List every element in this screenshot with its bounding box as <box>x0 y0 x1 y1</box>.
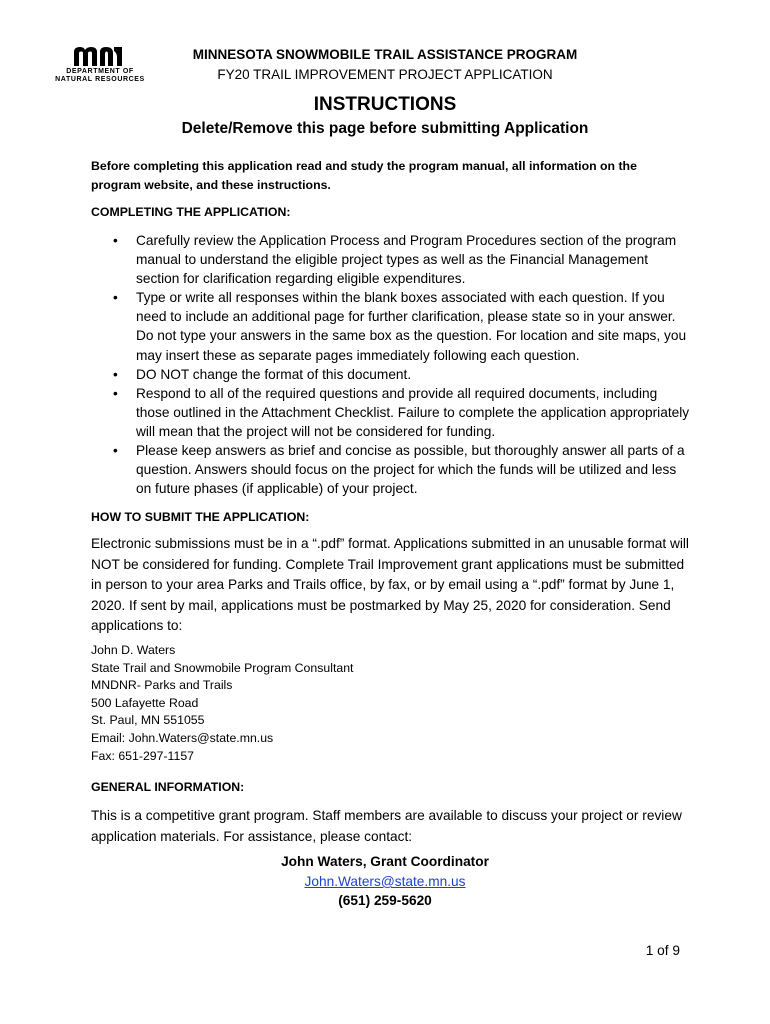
address-line: John D. Waters <box>91 643 176 657</box>
mailing-address <box>91 642 353 765</box>
address-line: St. Paul, MN 551055 <box>91 713 205 728</box>
page-number: 1 of 9 <box>645 943 680 958</box>
completing-heading: COMPLETING THE APPLICATION: <box>91 205 291 219</box>
logo-line-1: DEPARTMENT OF <box>66 68 134 75</box>
bullet-item: • Respond to all of the required questions and provide all required documents, including those outlined in the Attachment Checklist. Failure to complete the application appropriately will mean that the project will not be considered for funding. <box>91 384 691 441</box>
submit-heading: HOW TO SUBMIT THE APPLICATION: <box>91 510 310 524</box>
address-line: Email: John.Waters@state.mn.us <box>91 730 274 745</box>
address-line: State Trail and Snowmobile Program Consultant <box>91 660 354 675</box>
application-title: FY20 TRAIL IMPROVEMENT PROJECT APPLICATION <box>217 67 553 82</box>
bullet-item: • Type or write all responses within the blank boxes associated with each question. If you need to include an additional page for further clarification, please state so in your answer. Do not type your answers in the same box as the question. For location and site maps, you may insert these as separate pages immediately following each question. <box>91 288 691 364</box>
bullet-item: • Please keep answers as brief and concise as possible, but thoroughly answer all parts of a question. Answers should focus on the project for which the funds will be utilized and less on future phases (if applicable) of your project. <box>91 441 691 498</box>
address-line: MNDNR- Parks and Trails <box>91 678 233 693</box>
page-subtitle: Delete/Remove this page before submitting Application <box>181 120 589 137</box>
address-line: 500 Lafayette Road <box>91 695 199 710</box>
contact-email-link[interactable] <box>0 874 770 889</box>
address-line: Fax: 651-297-1157 <box>91 748 194 763</box>
intro-paragraph: Before completing this application read and study the program manual, all information on the program website, and these instructions. <box>91 159 637 192</box>
contact-name: John Waters, Grant Coordinator <box>281 854 489 869</box>
general-paragraph: This is a competitive grant program. Staff members are available to discuss your project or review application materials. For assistance, please contact: <box>91 808 682 844</box>
program-title: MINNESOTA SNOWMOBILE TRAIL ASSISTANCE PROGRAM <box>192 47 578 62</box>
bullet-item: • DO NOT change the format of this document. <box>91 365 691 384</box>
contact-email-text[interactable]: John.Waters@state.mn.us <box>304 874 466 889</box>
contact-phone: (651) 259-5620 <box>338 893 432 908</box>
submit-paragraph: Electronic submissions must be in a “.pdf” format. Applications submitted in an unusable format will NOT be considered for funding. Complete Trail Improvement grant applications must be submitted in person to your area Parks and Trails office, by fax, or by email using a “.pdf” format by June 1, 2020. If sent by mail, applications must be postmarked by May 25, 2020 for consideration. Send applications to: <box>91 536 689 634</box>
page-title: INSTRUCTIONS <box>313 94 457 115</box>
bullet-item: • Carefully review the Application Process and Program Procedures section of the program manual to understand the eligible project types as well as the Financial Management section for clarification regarding eligible expenditures. <box>91 231 691 288</box>
logo-line-2: NATURAL RESOURCES <box>55 76 145 83</box>
general-heading: GENERAL INFORMATION: <box>91 780 245 794</box>
completing-bullet-list <box>91 231 691 498</box>
